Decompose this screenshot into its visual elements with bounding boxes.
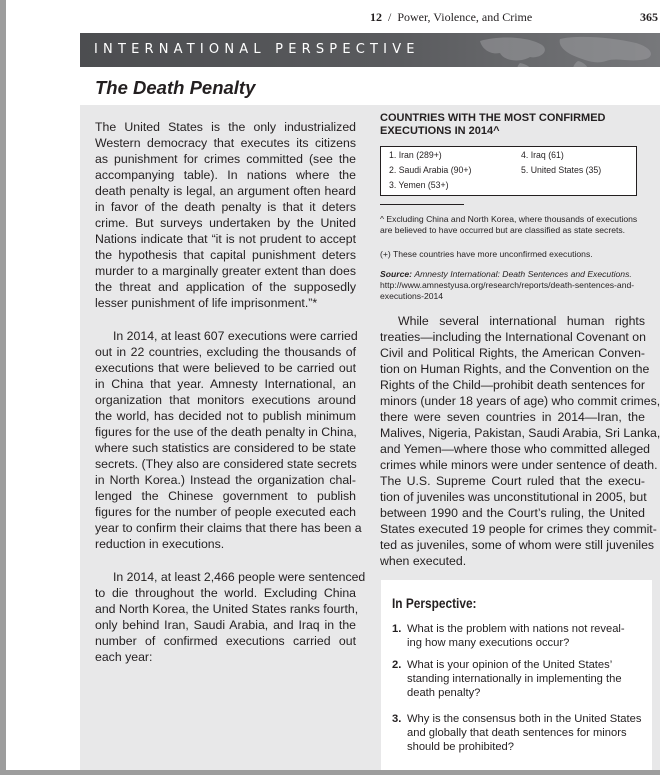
text-line: In 2014, at least 2,466 people were sentenced: [113, 570, 366, 584]
text-line: number of confirmed executions carried out: [95, 634, 356, 648]
text-line: accompanying table). In nations where the: [95, 168, 356, 182]
text-line: executions that were believed to be carried out: [95, 361, 356, 375]
text-line: each year:: [95, 650, 153, 664]
running-head-separator: /: [388, 10, 392, 24]
text-line: treaties—including the International Covenant on: [380, 330, 646, 344]
text-line: and North Korea, the United States ranks fourth,: [95, 602, 359, 616]
left-paragraph-3: [95, 569, 366, 665]
text-line: minors (under 18 years of age) who commit crimes,: [380, 394, 660, 408]
text-line: secrets. (They also are considered state secrets: [95, 457, 357, 471]
text-line: The U.S. Supreme Court ruled that the execu-: [380, 474, 645, 488]
text-line: In 2014, at least 607 executions were carried: [113, 329, 358, 343]
question-number: 3.: [392, 713, 402, 725]
left-column: [95, 119, 366, 665]
running-head: [370, 10, 532, 25]
text-line: the threat and application of the supposedly: [95, 280, 356, 294]
world-map-icon: [460, 33, 660, 67]
text-line: Civil and Political Rights, the American Conven-: [380, 346, 645, 360]
title-band: [80, 67, 660, 105]
feature-title: The Death Penalty: [95, 77, 256, 98]
chapter-number: 12: [370, 10, 382, 24]
text-line: The United States is the only industrialized: [95, 120, 356, 134]
right-column: [380, 313, 660, 569]
text-line: as punishment for crimes committed (see the: [95, 152, 356, 166]
text-line: the hypothesis that capital punishment deters: [95, 248, 356, 262]
text-line: only behind Iran, Saudi Arabia, and Iraq in the: [95, 618, 356, 632]
text-line: Nations indicate that “it is not prudent to accept: [95, 232, 356, 246]
text-line: figures for the number of people executed each: [95, 505, 356, 519]
table-title: [380, 112, 606, 138]
table-cell: 1. Iran (289+): [389, 150, 442, 161]
text-line: lesser punishment of life imprisonment.”*: [95, 296, 318, 310]
text-line: Rights of the Child—prohibit death sentences for: [380, 378, 645, 392]
text-line: when executed.: [380, 554, 467, 568]
table-cell: 4. Iraq (61): [521, 150, 564, 161]
text-line: the world, has decided not to publish minimum: [95, 409, 356, 423]
table-footnote-rule: [380, 204, 464, 205]
in-perspective-box: [381, 580, 652, 770]
text-line: tion on Human Rights, and the Convention on the: [380, 362, 650, 376]
text-line: in North Korea.) Instead the organization chal-: [95, 473, 356, 487]
text-line: there were seven countries in 2014—Iran, the: [380, 410, 645, 424]
left-paragraph-1: [95, 119, 356, 311]
text-line: Western democracy that executes its citizens: [95, 136, 356, 150]
executions-table: [380, 146, 637, 196]
question-text: What is the problem with nations not reveal- ing how many executions occur?: [407, 623, 625, 649]
left-paragraph-2: [95, 328, 362, 552]
table-cell: 5. United States (35): [521, 165, 602, 176]
text-line: ted as juveniles, some of whom were still juveniles: [380, 538, 655, 552]
right-paragraph-1: [380, 313, 660, 569]
question-number: 1.: [392, 623, 402, 635]
feature-banner-label: INTERNATIONAL PERSPECTIVE: [94, 42, 420, 57]
perspective-question: [392, 658, 642, 700]
text-line: death penalty is legal, an argument often heard: [95, 184, 356, 198]
chapter-title: Power, Violence, and Crime: [397, 10, 533, 24]
text-line: out in 22 countries, excluding the thousands of: [95, 345, 356, 359]
text-line: where such statistics are considered to be state: [95, 441, 356, 455]
text-line: crime. But surveys undertaken by the United: [95, 216, 356, 230]
text-line: Malives, Nigeria, Pakistan, Saudi Arabia, Sri Lanka,: [380, 426, 660, 440]
table-title-line: EXECUTIONS IN 2014^: [380, 125, 500, 137]
source-label: Source:: [380, 269, 412, 279]
text-line: organization that monitors executions around: [95, 393, 356, 407]
page-bottom-edge: [0, 770, 660, 775]
page-left-edge: [0, 0, 6, 775]
source-url: http://www.amnestyusa.org/research/reports/death-sentences-and-executions-2014: [380, 280, 635, 301]
table-title-line: COUNTRIES WITH THE MOST CONFIRMED: [380, 112, 606, 124]
text-line: in favor of the death penalty is that it deters: [95, 200, 356, 214]
table-source: [380, 269, 642, 302]
text-line: figures for the use of the death penalty in China,: [95, 425, 357, 439]
text-line: to die throughout the world. Excluding China: [95, 586, 356, 600]
text-line: reduction in executions.: [95, 537, 225, 551]
perspective-question: [392, 712, 642, 754]
text-line: crimes while minors were under sentence of death.: [380, 458, 658, 472]
text-line: year to confirm their claims that there has been a: [95, 521, 362, 535]
question-text: Why is the consensus both in the United States and globally that death sentences for minors should be prohibited?: [407, 713, 642, 753]
text-line: lenged the Chinese government to publish: [95, 489, 356, 503]
in-perspective-title: In Perspective:: [392, 596, 477, 611]
page-number: 365: [640, 10, 658, 24]
question-text: What is your opinion of the United States’ standing internationally in implementing the death penalty?: [407, 659, 622, 699]
text-line: in China that year. Amnesty International, an: [95, 377, 356, 391]
text-line: States executed 19 people for crimes they commit-: [380, 522, 657, 536]
text-line: murder to a marginally greater extent than does: [95, 264, 356, 278]
table-note-unconfirmed: (+) These countries have more unconfirmed executions.: [380, 249, 593, 259]
text-line: While several international human rights: [398, 314, 645, 328]
text-line: and Yemen—where those who committed alleged: [380, 442, 651, 456]
table-cell: 2. Saudi Arabia (90+): [389, 165, 472, 176]
text-line: between 1990 and the Court’s ruling, the United: [380, 506, 645, 520]
text-line: tion of juveniles was unconstitutional in 2005, but: [380, 490, 647, 504]
perspective-question: [392, 622, 642, 650]
table-note-excluding: ^ Excluding China and North Korea, where thousands of executions are believed to have occurred but are classified as state secrets.: [380, 214, 638, 235]
feature-banner: [80, 33, 660, 67]
question-number: 2.: [392, 659, 402, 671]
table-cell: 3. Yemen (53+): [389, 180, 449, 191]
source-title: Amnesty International: Death Sentences and Executions.: [414, 269, 632, 279]
